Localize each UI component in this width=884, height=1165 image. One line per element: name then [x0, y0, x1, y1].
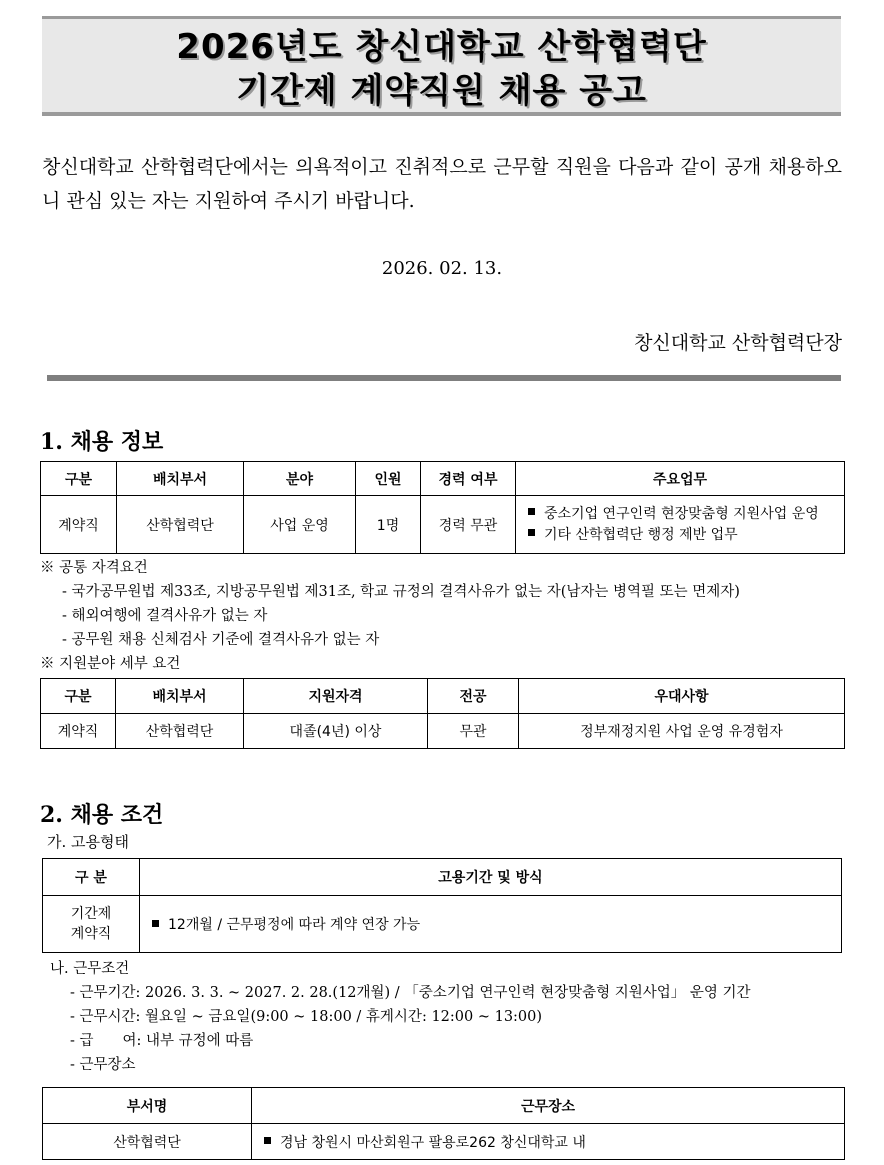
employment-type-label: 가. 고용형태 — [47, 833, 129, 851]
bullet-square-icon — [528, 529, 535, 536]
intro-paragraph: 창신대학교 산학협력단에서는 의욕적이고 진취적으로 근무할 직원을 다음과 같이 공개 채용하오니 관심 있는 자는 지원하여 주시기 바랍니다. — [42, 156, 842, 212]
col-header-period: 고용기간 및 방식 — [140, 859, 842, 896]
detail-requirements-table — [40, 678, 845, 749]
section-2-title: 2. 채용 조건 — [40, 802, 164, 828]
list-item: - 해외여행에 결격사유가 없는 자 — [62, 608, 268, 624]
list-item: - 근무장소 — [70, 1057, 136, 1073]
employment-type-table — [42, 858, 842, 953]
work-location-table — [42, 1087, 845, 1160]
cell-dept: 산학협력단 — [117, 496, 244, 554]
divider — [47, 375, 841, 381]
col-header-qualification: 지원자격 — [244, 679, 428, 714]
cell-dept: 산학협력단 — [116, 714, 244, 749]
table-row — [43, 1124, 845, 1160]
col-header-field: 분야 — [244, 462, 356, 496]
cell-count: 1명 — [356, 496, 421, 554]
table-row — [43, 896, 842, 953]
col-header-career: 경력 여부 — [421, 462, 516, 496]
col-header-dept: 배치부서 — [117, 462, 244, 496]
announcement-date: 2026. 02. 13. — [381, 258, 503, 279]
list-item: - 공무원 채용 신체검사 기준에 결격사유가 없는 자 — [62, 632, 380, 648]
duty-item: 중소기업 연구인력 현장맞춤형 지원사업 운영 — [528, 504, 844, 525]
col-header-type: 구 분 — [43, 859, 140, 896]
detail-req-heading: ※ 지원분야 세부 요건 — [40, 656, 181, 672]
col-header-count: 인원 — [356, 462, 421, 496]
col-header-type: 구분 — [41, 462, 117, 496]
cell-qualification: 대졸(4년) 이상 — [244, 714, 428, 749]
bullet-square-icon — [152, 920, 159, 927]
cell-career: 경력 무관 — [421, 496, 516, 554]
list-item: - 국가공무원법 제33조, 지방공무원법 제31조, 학교 규정의 결격사유가 없는 자(남자는 병역필 또는 면제자) — [62, 584, 740, 600]
bullet-square-icon — [528, 508, 535, 515]
list-item: - 근무기간: 2026. 3. 3. ~ 2027. 2. 28.(12개월) / 「중소기업 연구인력 현장맞춤형 지원사업」 운영 기간 — [70, 985, 751, 1001]
col-header-dept: 부서명 — [43, 1088, 252, 1124]
duty-item: 기타 산학협력단 행정 제반 업무 — [528, 525, 844, 546]
recruit-info-table — [40, 461, 845, 554]
section-1-title: 1. 채용 정보 — [40, 429, 164, 455]
table-row — [41, 714, 845, 749]
cell-preference: 정부재정지원 사업 운영 유경험자 — [519, 714, 845, 749]
cell-field: 사업 운영 — [244, 496, 356, 554]
cell-period: 12개월 / 근무평정에 따라 계약 연장 가능 — [140, 896, 842, 953]
table-row — [41, 496, 845, 554]
col-header-location: 근무장소 — [252, 1088, 845, 1124]
list-item: - 급 여: 내부 규정에 따름 — [70, 1033, 254, 1049]
work-conditions — [50, 957, 751, 1077]
title-line-2: 기간제 계약직원 채용 공고 — [236, 71, 647, 111]
title-box — [42, 16, 841, 116]
list-item: - 근무시간: 월요일 ~ 금요일(9:00 ~ 18:00 / 휴게시간: 12:00 ~ 13:00) — [70, 1009, 543, 1025]
cell-duties — [516, 496, 845, 554]
common-req-heading: ※ 공통 자격요건 — [40, 560, 148, 576]
cell-type: 계약직 — [41, 714, 116, 749]
col-header-preference: 우대사항 — [519, 679, 845, 714]
common-requirements — [40, 556, 740, 676]
bullet-square-icon — [264, 1137, 271, 1144]
cell-type: 계약직 — [41, 496, 117, 554]
col-header-duties: 주요업무 — [516, 462, 845, 496]
work-conditions-label: 나. 근무조건 — [50, 961, 130, 977]
cell-location: 경남 창원시 마산회원구 팔용로262 창신대학교 내 — [252, 1124, 845, 1160]
cell-type: 기간제 계약직 — [43, 896, 140, 953]
cell-major: 무관 — [428, 714, 519, 749]
col-header-dept: 배치부서 — [116, 679, 244, 714]
col-header-type: 구분 — [41, 679, 116, 714]
col-header-major: 전공 — [428, 679, 519, 714]
cell-dept: 산학협력단 — [43, 1124, 252, 1160]
signer: 창신대학교 산학협력단장 — [634, 332, 842, 354]
title-line-1: 2026년도 창신대학교 산학협력단 — [176, 27, 707, 67]
